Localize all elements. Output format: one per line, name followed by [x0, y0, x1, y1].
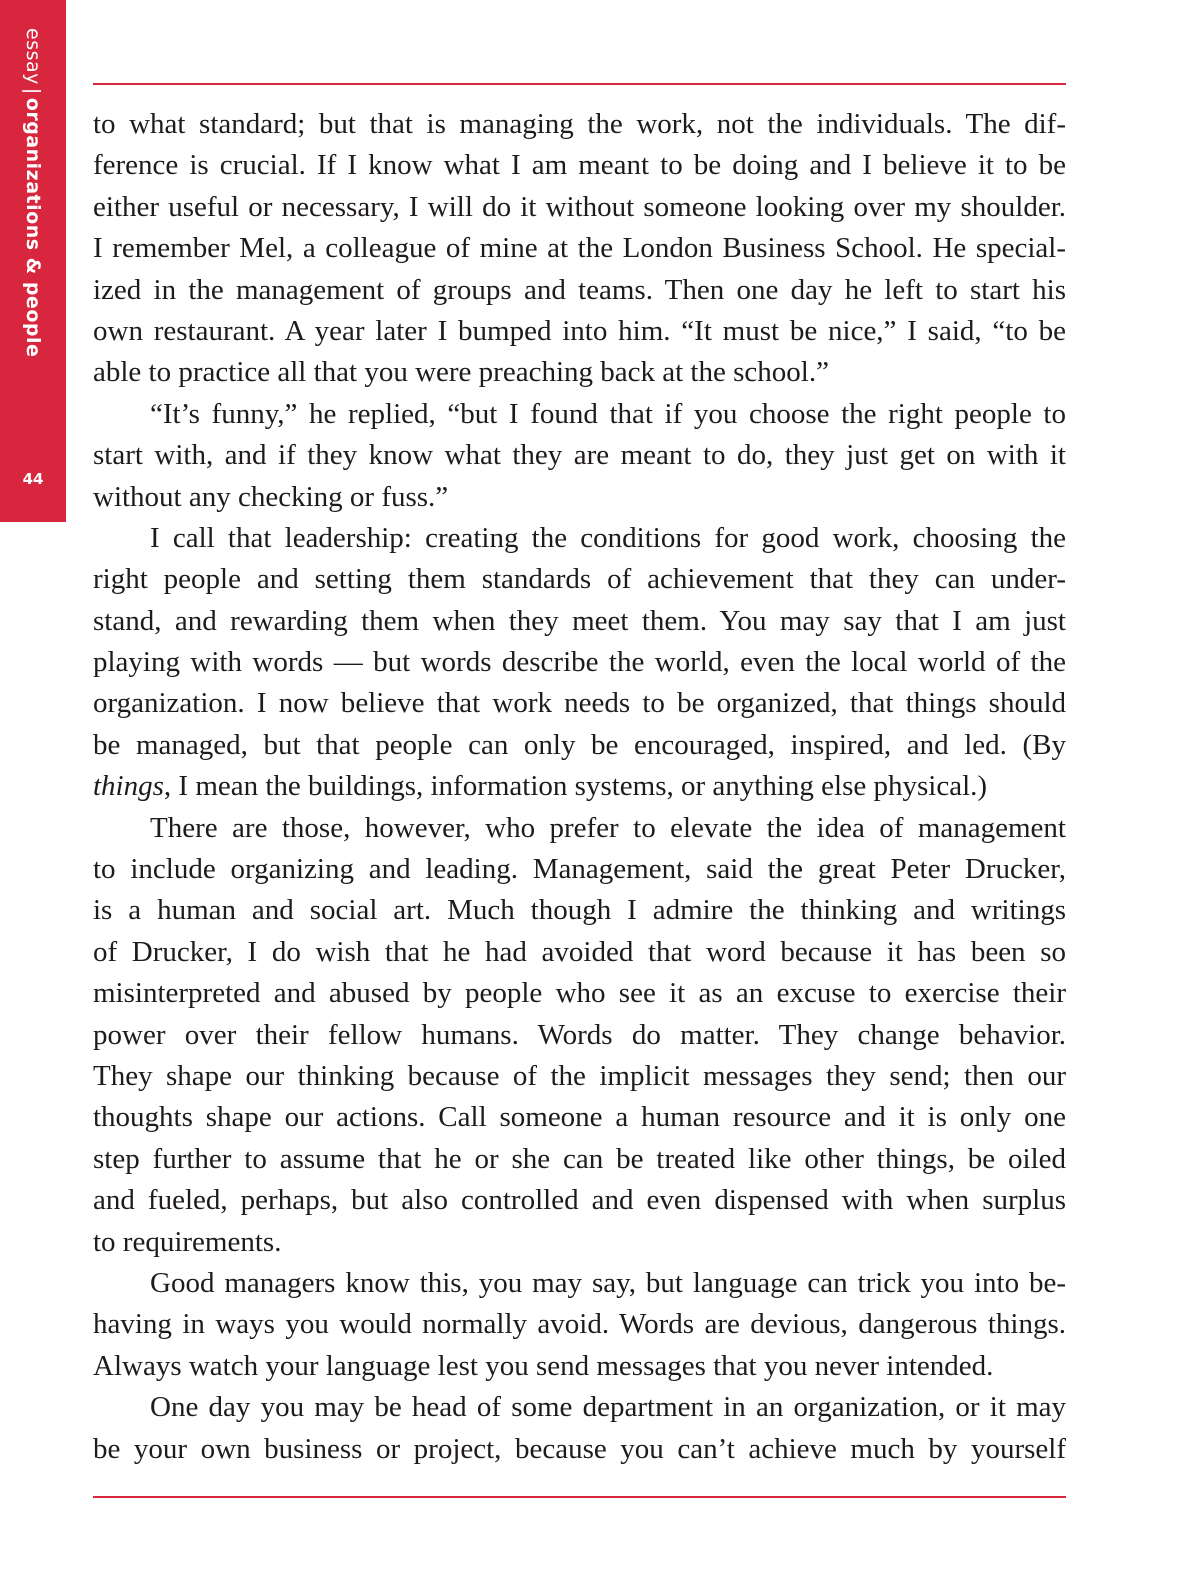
text-line: to include organizing and leading. Management, said the great Peter Drucker,: [93, 853, 1066, 886]
text-line: of Drucker, I do wish that he had avoided that word because it has been so: [93, 935, 1066, 968]
text-line: organization. I now believe that work needs to be organized, that things should: [93, 687, 1066, 720]
text-line: ized in the management of groups and teams. Then one day he left to start his: [93, 273, 1066, 306]
text-line: right people and setting them standards of achievement that they can under-: [93, 563, 1066, 596]
text-line: be your own business or project, because you can’t achieve much by yourself: [93, 1432, 1066, 1465]
text-line: start with, and if they know what they are meant to do, they just get on with it: [93, 439, 1066, 472]
text-line: They shape our thinking because of the implicit messages they send; then our: [93, 1059, 1066, 1092]
text-line: is a human and social art. Much though I admire the thinking and writings: [93, 894, 1066, 927]
paragraph: [93, 808, 1066, 1263]
text-line: misinterpreted and abused by people who see it as an excuse to exercise their: [93, 977, 1066, 1010]
text-line: and fueled, perhaps, but also controlled and even dispensed with when surplus: [93, 1184, 1066, 1217]
text-line: able to practice all that you were preaching back at the school.”: [93, 356, 829, 389]
paragraph: [93, 1387, 1066, 1470]
text-line: I remember Mel, a colleague of mine at the London Business School. He special-: [93, 232, 1066, 265]
text-line-rest: , I mean the buildings, information systems, or anything else physical.): [163, 770, 988, 803]
paragraph: [93, 394, 1066, 518]
top-rule: [93, 83, 1066, 85]
text-line: [93, 766, 1066, 807]
text-line: stand, and rewarding them when they meet them. You may say that I am just: [93, 604, 1066, 637]
section-name: essay: [22, 28, 44, 85]
paragraph: [93, 518, 1066, 808]
text-line: be managed, but that people can only be encouraged, inspired, and led. (By: [93, 728, 1066, 761]
section-tab: [0, 0, 66, 522]
section-label: [22, 28, 44, 357]
bottom-rule: [93, 1496, 1066, 1498]
text-line: step further to assume that he or she can be treated like other things, be oiled: [93, 1142, 1066, 1175]
text-line: I call that leadership: creating the conditions for good work, choosing the: [150, 521, 1066, 554]
paragraph: [93, 1263, 1066, 1387]
text-line: One day you may be head of some department in an organization, or it may: [150, 1391, 1066, 1424]
text-line: to what standard; but that is managing the work, not the individuals. The dif-: [93, 108, 1066, 140]
text-line: Good managers know this, you may say, but language can trick you into be-: [150, 1266, 1066, 1299]
text-line: ference is crucial. If I know what I am meant to be doing and I believe it to be: [93, 149, 1066, 182]
text-line: “It’s funny,” he replied, “but I found that if you choose the right people to: [150, 397, 1066, 430]
page-number: 44: [22, 470, 44, 488]
text-line: either useful or necessary, I will do it without someone looking over my shoulder.: [93, 190, 1066, 223]
text-line: power over their fellow humans. Words do matter. They change behavior.: [93, 1018, 1066, 1051]
text-line: There are those, however, who prefer to elevate the idea of management: [150, 811, 1066, 844]
body-text: [93, 104, 1066, 1470]
text-line: having in ways you would normally avoid. Words are devious, dangerous things.: [93, 1308, 1066, 1341]
section-separator: |: [22, 87, 44, 95]
text-line: own restaurant. A year later I bumped into him. “It must be nice,” I said, “to be: [93, 314, 1066, 347]
section-topic: organizations & people: [22, 97, 44, 358]
text-line: playing with words — but words describe the world, even the local world of the: [93, 646, 1066, 679]
emphasis-word: things: [93, 770, 164, 803]
text-line: to requirements.: [93, 1225, 282, 1258]
text-line: without any checking or fuss.”: [93, 480, 449, 513]
text-line: thoughts shape our actions. Call someone a human resource and it is only one: [93, 1101, 1066, 1134]
text-line: Always watch your language lest you send messages that you never intended.: [93, 1349, 994, 1382]
paragraph: [93, 104, 1066, 394]
